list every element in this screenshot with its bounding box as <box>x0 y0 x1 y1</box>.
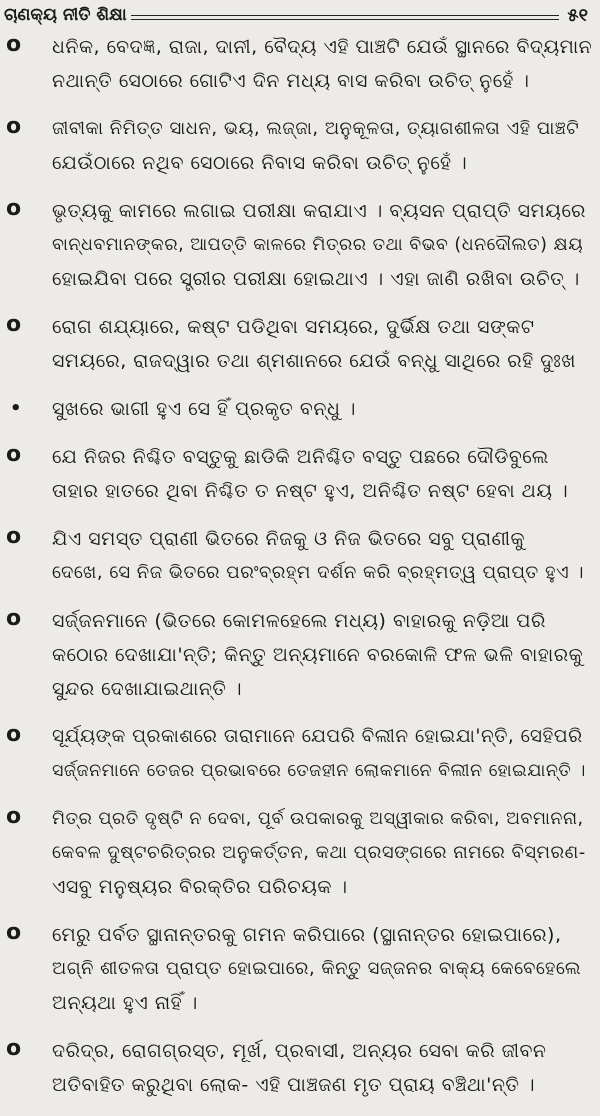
verse-line: ସୁନ୍ଦର ଦେଖାଯାଇଥାନ୍ତି । <box>52 678 243 700</box>
bullet-circle-icon: o <box>6 114 22 139</box>
verse-item <box>0 440 600 508</box>
verse-line: ଦେଖେ, ସେ ନିଜ ଭିତରେ ପରଂବ୍ରହ୍ମ ଦର୍ଶନ କରି ବ୍ରହ୍ମତ୍ୱ ପ୍ରାପ୍ତ ହୁଏ । <box>52 562 584 583</box>
verse-line: ସମୟରେ, ରାଜଦ୍ୱାର ତଥା ଶ୍ମଶାନରେ ଯେଉଁ ବନ୍ଧୁ ସାଥିରେ ରହି ଦୁଃଖ <box>52 350 576 372</box>
verse-item <box>0 522 600 590</box>
verse-line: ସର୍ଜ୍ଜନମାନେ (ଭିତରେ କୋମଳହେଲେ ମଧ୍ୟ) ବାହାରକୁ ନଡ଼ିଆ ପରି <box>52 610 546 632</box>
bullet-circle-icon: o <box>6 804 22 829</box>
verse-line: ନଥାନ୍ତି ସେଠାରେ ଗୋଟିଏ ଦିନ ମଧ୍ୟ ବାସ କରିବା ଉଚିତ୍ ନୁହେଁ । <box>52 70 530 92</box>
verse-line: ଧନିକ, ବେଦଜ୍ଞ, ରାଜା, ଦାନୀ, ବୈଦ୍ୟ ଏହି ପାଞ୍ଚଟି ଯେଉଁ ସ୍ଥାନରେ ବିଦ୍ୟମାନ <box>52 36 592 58</box>
verse-line: ସର୍ଜ୍ଜନମାନେ ତେଜର ପ୍ରଭାବରେ ତେଜହୀନ ଲୋକମାନେ ବିଲୀନ ହୋଇଯାନ୍ତି । <box>52 761 586 781</box>
verse-line: କଠୋର ଦେଖାଯା'ନ୍ତି; କିନ୍ତୁ ଅନ୍ୟମାନେ ବରକୋଳି ଫଳ ଭଳି ବାହାରକୁ <box>52 644 584 666</box>
verse-item <box>0 30 600 98</box>
bullet-circle-icon: o <box>6 920 22 945</box>
verse-item <box>0 392 600 426</box>
verse-line: ହୋଇଯିବା ପରେ ସ୍ତ୍ରୀର ପରୀକ୍ଷା ହୋଇଥାଏ । ଏହା ଜାଣି ରଖିବା ଉଚିତ୍ । <box>52 268 580 290</box>
verse-item <box>0 802 600 904</box>
verse-line: ତାହାର ହାତରେ ଥିବା ନିଶ୍ଚିତ ତ ନଷ୍ଟ ହୁଏ, ଅନିଶ୍ଚିତ ନଷ୍ଟ ହେବା ଥୟ । <box>52 480 569 502</box>
verse-item <box>0 918 600 1020</box>
verse-item <box>0 310 600 378</box>
verse-item <box>0 604 600 706</box>
verse-line: କେବଳ ଦୁଷ୍ଟଚରିତ୍ରର ଅନୁକର୍ତ୍ତନ, କଥା ପ୍ରସଙ୍ଗରେ ନାମରେ ବିସ୍ମରଣ- <box>52 842 586 863</box>
verse-line: ଭୃତ୍ୟକୁ କାମରେ ଲଗାଇ ପରୀକ୍ଷା କରାଯାଏ । ବ୍ୟସନ ପ୍ରାପ୍ତି ସମୟରେ <box>52 200 586 222</box>
book-title: ଚାଣକ୍ୟ ନୀତି ଶିକ୍ଷା <box>4 5 127 25</box>
verse-line: ସୁଖରେ ଭାଗୀ ହୁଏ ସେ ହିଁ ପ୍ରକୃତ ବନ୍ଧୁ । <box>52 398 356 420</box>
bullet-circle-icon: o <box>6 32 22 57</box>
verse-line: ଜୀବୀକା ନିମିତ୍ତ ସାଧନ, ଭୟ, ଲଜ୍ଜା, ଅନୁକୂଳତା, ତ୍ୟାଗଶୀଳତା ଏହି ପାଞ୍ଚଟି <box>52 118 580 139</box>
verse-line: ଯେଉଁଠାରେ ନଥିବ ସେଠାରେ ନିବାସ କରିବା ଉଚିତ୍ ନୁହେଁ । <box>52 152 468 174</box>
verse-line: ମିତ୍ର ପ୍ରତି ଦୃଷ୍ଟି ନ ଦେବା, ପୂର୍ବ ଉପକାରକୁ ଅସ୍ୱୀକାର କରିବା, ଅବମାନନା, <box>52 809 584 829</box>
verse-line: ବାନ୍ଧବମାନଙ୍କର, ଆପତ୍ତି କାଳରେ ମିତ୍ରର ତଥା ବିଭବ (ଧନଦୌଲତ) କ୍ଷୟ <box>52 235 584 255</box>
verse-line: ଏସବୁ ମନୁଷ୍ୟର ବିରକ୍ତିର ପରିଚୟକ । <box>52 876 348 898</box>
bullet-dot-icon: • <box>10 398 22 419</box>
verse-line: ଯେ ନିଜର ନିଶ୍ଚିତ ବସ୍ତୁକୁ ଛାଡିକି ଅନିଶ୍ଚିତ ବସ୍ତୁ ପଛରେ ଦୌଡିବୁଲେ <box>52 446 549 468</box>
header-rule <box>131 15 560 20</box>
verse-list <box>0 30 600 1116</box>
bullet-circle-icon: o <box>6 196 22 221</box>
page-header <box>2 2 594 28</box>
bullet-circle-icon: o <box>6 312 22 337</box>
verse-line: ଯିଏ ସମସ୍ତ ପ୍ରାଣୀ ଭିତରେ ନିଜକୁ ଓ ନିଜ ଭିତରେ ସବୁ ପ୍ରାଣୀକୁ <box>52 528 526 550</box>
bullet-circle-icon: o <box>6 722 22 747</box>
bullet-circle-icon: o <box>6 1036 22 1061</box>
verse-line: ଅଗ୍ନି ଶୀତଳତା ପ୍ରାପ୍ତ ହୋଇପାରେ, କିନ୍ତୁ ସଜ୍ଜନର ବାକ୍ୟ କେବେହେଲେ <box>52 958 582 979</box>
verse-line: ମେରୁ ପର୍ବତ ସ୍ଥାନାନ୍ତରକୁ ଗମନ କରିପାରେ (ସ୍ଥାନାନ୍ତର ହୋଇପାରେ), <box>52 924 562 946</box>
verse-item <box>0 720 600 788</box>
verse-item <box>0 194 600 296</box>
bullet-circle-icon: o <box>6 606 22 631</box>
bullet-circle-icon: o <box>6 524 22 549</box>
verse-item <box>0 112 600 180</box>
verse-line: ସୂର୍ଯ୍ୟଙ୍କ ପ୍ରକାଶରେ ତାରାମାନେ ଯେପରି ବିଲୀନ ହୋଇଯା'ନ୍ତି, ସେହିପରି <box>52 726 583 747</box>
verse-line: ଅନ୍ୟଥା ହୁଏ ନାହିଁ । <box>52 992 198 1014</box>
verse-item <box>0 1034 600 1102</box>
verse-line: ରୋଗ ଶଯ୍ୟାରେ, କଷ୍ଟ ପଡିଥିବା ସମୟରେ, ଦୁର୍ଭିକ୍ଷ ତଥା ସଙ୍କଟ <box>52 316 535 338</box>
bullet-circle-icon: o <box>6 442 22 467</box>
verse-line: ଅତିବାହିତ କରୁଥିବା ଲୋକ- ଏହି ପାଞ୍ଚଜଣ ମୃତ ପ୍ରାୟ ବଞ୍ଚିଥା'ନ୍ତି । <box>52 1074 536 1096</box>
verse-line: ଦରିଦ୍ର, ରୋଗଗ୍ରସ୍ତ, ମୂର୍ଖ, ପ୍ରବାସୀ, ଅନ୍ୟର ସେବା କରି ଜୀବନ <box>52 1040 547 1062</box>
page-number: ୫୧ <box>567 4 588 26</box>
